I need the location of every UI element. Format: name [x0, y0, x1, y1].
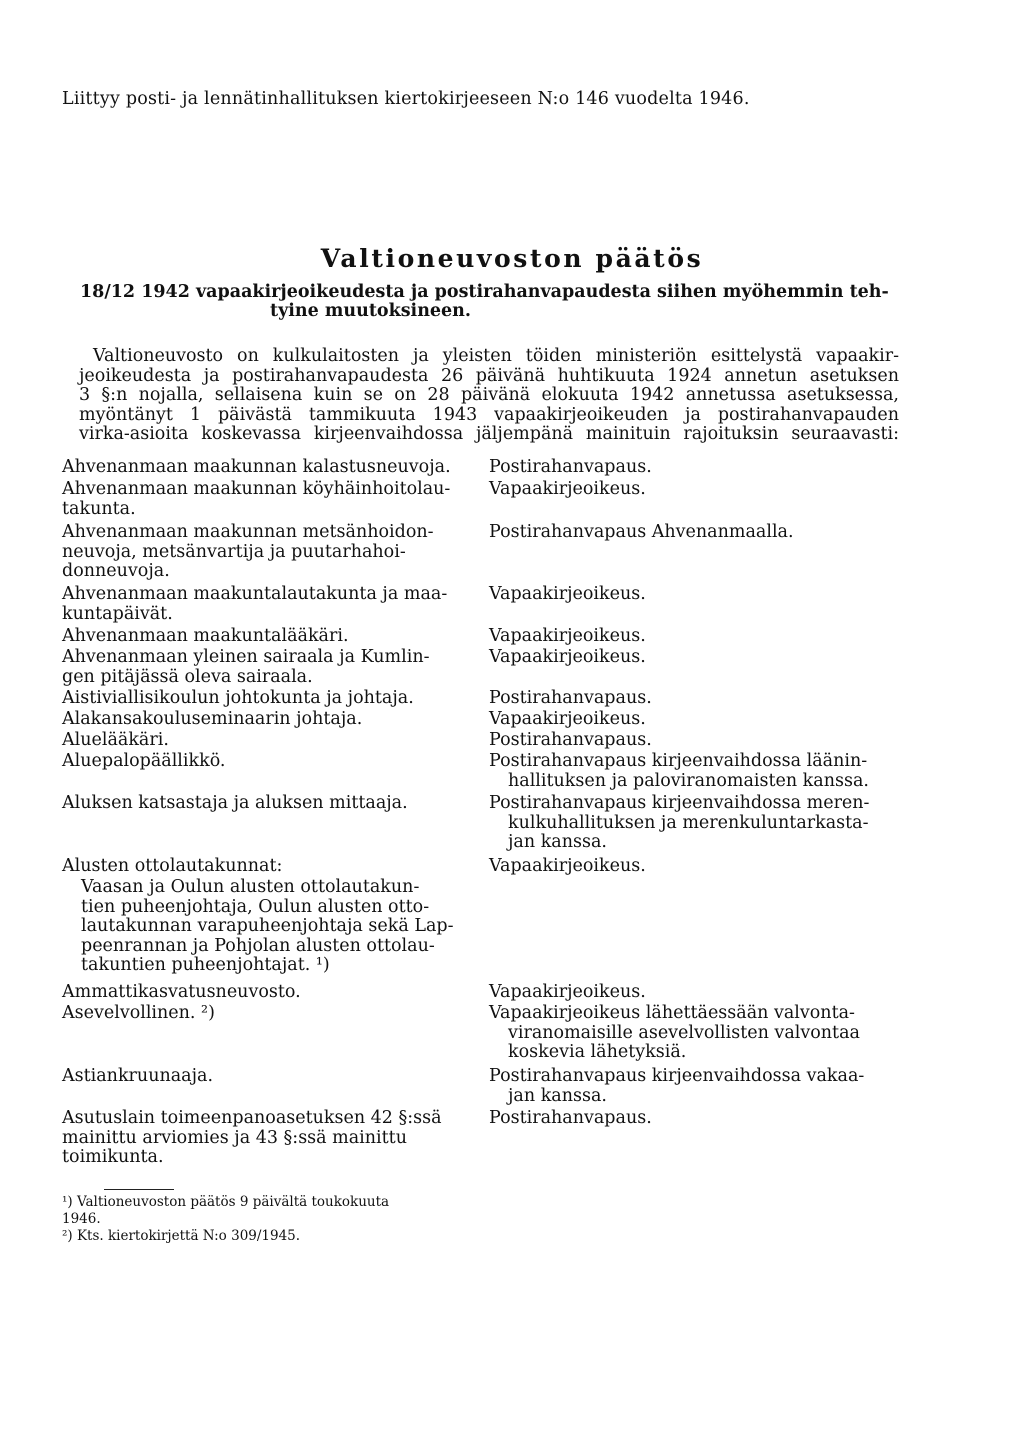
entry-name-line: Ammattikasvatusneuvosto. [62, 982, 301, 1002]
footnote: ²) Kts. kiertokirjettä N:o 309/1945. [62, 1228, 301, 1244]
entry-name-line: kuntapäivät. [62, 603, 173, 624]
subtitle-line: tyine muutoksineen. [270, 301, 472, 321]
entry-name-line: takunta. [62, 498, 136, 519]
entry-name-line: lautakunnan varapuheenjohtaja sekä Lap- [81, 916, 454, 937]
footnote: 1946. [62, 1211, 101, 1227]
intro-paragraph [79, 347, 899, 445]
entry-privilege [489, 458, 909, 478]
entry-name [62, 458, 462, 478]
document-title: Valtioneuvoston päätös [320, 244, 704, 273]
entry-name [62, 627, 462, 647]
entry-name-line: Ahvenanmaan yleinen sairaala ja Kumlin- [62, 647, 430, 667]
entry-privilege [489, 648, 909, 668]
entry-name-line: mainittu arviomies ja 43 §:ssä mainittu [62, 1127, 407, 1148]
entry-name-line: Ahvenanmaan maakunnan metsänhoidon- [62, 522, 434, 542]
entry-privilege [489, 1109, 909, 1129]
entry-name-line: Asevelvollinen. ²) [62, 1003, 215, 1023]
entry-name [62, 710, 462, 730]
entry-privilege-line: koskevia lähetyksiä. [508, 1042, 687, 1063]
entry-name [62, 648, 462, 687]
intro-line: myöntänyt 1 päivästä tammikuuta 1943 vapaakirjeoikeuden ja postirahanvapauden [79, 404, 899, 425]
entry-name-line: Aluepalopäällikkö. [62, 751, 226, 771]
entry-name-line: Aluksen katsastaja ja aluksen mittaaja. [62, 793, 408, 813]
entry-privilege [489, 731, 909, 751]
subtitle-line: 18/12 1942 vapaakirjeoikeudesta ja postirahanvapaudesta siihen myöhemmin teh- [80, 282, 889, 302]
entry-name [62, 1004, 462, 1024]
document-subtitle [80, 283, 950, 321]
entry-name-line: gen pitäjässä oleva sairaala. [62, 666, 313, 687]
footnote: ¹) Valtioneuvoston päätös 9 päivältä toukokuuta [62, 1194, 390, 1210]
entry-privilege-line: viranomaisille asevelvollisten valvontaa [508, 1022, 860, 1043]
entry-privilege-line: hallituksen ja paloviranomaisten kanssa. [508, 770, 869, 791]
entry-name-line: Astiankruunaaja. [62, 1066, 214, 1086]
entry-name-line: donneuvoja. [62, 561, 170, 582]
entry-privilege-line: Postirahanvapaus kirjeenvaihdossa meren- [489, 793, 870, 813]
entry-privilege-line: Postirahanvapaus. [489, 1108, 652, 1128]
entry-name-line: Alusten ottolautakunnat: [62, 856, 283, 876]
entry-privilege [489, 752, 909, 791]
entry-name-line: Vaasan ja Oulun alusten ottolautakun- [81, 877, 420, 897]
entry-name [62, 731, 462, 751]
entry-name-line: Ahvenanmaan maakunnan kalastusneuvoja. [62, 457, 451, 477]
entry-name [62, 585, 462, 624]
entry-name-line: tien puheenjohtaja, Oulun alusten otto- [81, 896, 430, 917]
entry-privilege-line: Vapaakirjeoikeus. [489, 647, 646, 667]
entry-name [62, 480, 462, 519]
entry-name [62, 752, 462, 772]
entry-name-line: Asutuslain toimeenpanoasetuksen 42 §:ssä [62, 1108, 442, 1128]
entry-name-line: Ahvenanmaan maakuntalääkäri. [62, 626, 349, 646]
entry-privilege [489, 689, 909, 709]
entry-privilege [489, 627, 909, 647]
entry-privilege [489, 710, 909, 730]
entry-name-line: toimikunta. [62, 1147, 164, 1168]
entry-name [62, 689, 462, 709]
entry-privilege [489, 1004, 909, 1063]
intro-line: 3 §:n nojalla, sellaisena kuin se on 28 päivänä elokuuta 1942 annetussa asetuksessa, [79, 385, 899, 406]
entry-privilege [489, 585, 909, 605]
entry-privilege-line: Postirahanvapaus kirjeenvaihdossa läänin- [489, 751, 868, 771]
entry-privilege-line: Vapaakirjeoikeus. [489, 584, 646, 604]
intro-line: Valtioneuvosto on kulkulaitosten ja yleisten töiden ministeriön esittelystä vapaakir- [93, 346, 899, 366]
entry-name [62, 983, 462, 1003]
entry-privilege [489, 857, 909, 877]
entry-privilege-line: Postirahanvapaus Ahvenanmaalla. [489, 522, 794, 542]
entry-privilege-line: Vapaakirjeoikeus. [489, 709, 646, 729]
entry-name-line: takuntien puheenjohtajat. ¹) [81, 955, 330, 976]
entry-privilege [489, 1067, 909, 1106]
entry-name-line: Alakansakouluseminaarin johtaja. [62, 709, 363, 729]
entry-privilege-line: Postirahanvapaus. [489, 730, 652, 750]
header-note: Liittyy posti- ja lennätinhallituksen kiertokirjeeseen N:o 146 vuodelta 1946. [62, 89, 750, 109]
entry-name-line: Aluelääkäri. [62, 730, 169, 750]
entry-name [62, 1109, 462, 1168]
entry-privilege-line: Vapaakirjeoikeus lähettäessään valvonta- [489, 1003, 855, 1023]
entry-name [81, 878, 481, 976]
entry-name-line: peenrannan ja Pohjolan alusten ottolau- [81, 935, 435, 956]
entry-privilege-line: Vapaakirjeoikeus. [489, 626, 646, 646]
entry-privilege [489, 983, 909, 1003]
intro-line: virka-asioita koskevassa kirjeenvaihdossa jäljempänä mainituin rajoituksin seuraavasti: [79, 424, 899, 445]
entry-privilege-line: jan kanssa. [508, 832, 607, 853]
footnote-divider [104, 1189, 174, 1190]
entry-name-line: Aistiviallisikoulun johtokunta ja johtaja. [62, 688, 414, 708]
entry-privilege-line: Vapaakirjeoikeus. [489, 856, 646, 876]
entry-privilege-line: Vapaakirjeoikeus. [489, 479, 646, 499]
entry-name [62, 1067, 462, 1087]
entry-privilege [489, 794, 909, 853]
entry-name-line: neuvoja, metsänvartija ja puutarhahoi- [62, 541, 406, 562]
entry-name [62, 857, 462, 877]
entry-privilege [489, 523, 909, 543]
entry-privilege [489, 480, 909, 500]
entry-privilege-line: Postirahanvapaus kirjeenvaihdossa vakaa- [489, 1066, 865, 1086]
entry-privilege-line: jan kanssa. [508, 1085, 607, 1106]
intro-line: jeoikeudesta ja postirahanvapaudesta 26 päivänä huhtikuuta 1924 annetun asetuksen [79, 365, 899, 386]
entry-privilege-line: Postirahanvapaus. [489, 688, 652, 708]
entry-name-line: Ahvenanmaan maakunnan köyhäinhoitolau- [62, 479, 451, 499]
entry-privilege-line: Vapaakirjeoikeus. [489, 982, 646, 1002]
entry-name-line: Ahvenanmaan maakuntalautakunta ja maa- [62, 584, 448, 604]
entry-name [62, 523, 462, 582]
entry-privilege-line: kulkuhallituksen ja merenkuluntarkasta- [508, 812, 869, 833]
entry-name [62, 794, 462, 814]
entry-privilege-line: Postirahanvapaus. [489, 457, 652, 477]
